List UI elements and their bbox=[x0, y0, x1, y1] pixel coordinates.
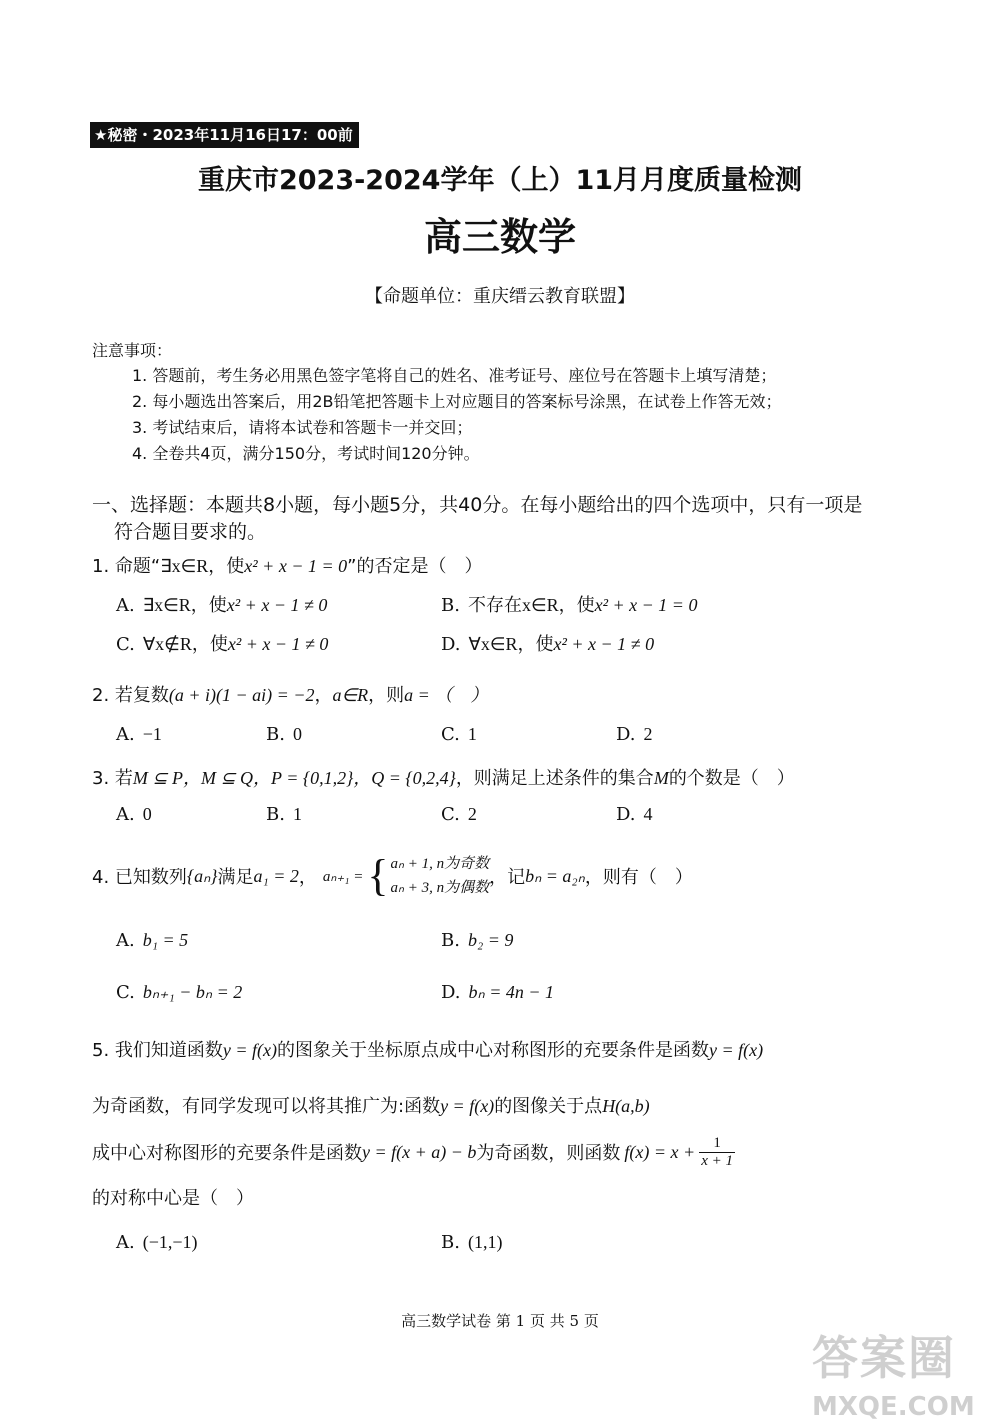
question-5-option-a: A. (−1,−1) bbox=[116, 1232, 198, 1253]
exam-unit: 【命题单位：重庆缙云教育联盟】 bbox=[365, 286, 635, 307]
question-1-option-d: D. ∀x∈R，使x² + x − 1 ≠ 0 bbox=[441, 634, 655, 655]
question-3-option-c: C. 2 bbox=[441, 804, 477, 825]
fraction bbox=[699, 1135, 735, 1170]
question-3-option-d: D. 4 bbox=[616, 804, 653, 825]
secret-label: ★秘密・2023年11月16日17：00前 bbox=[90, 122, 359, 148]
watermark-logo bbox=[812, 1322, 975, 1422]
question-1-option-b: B. 不存在x∈R，使x² + x − 1 = 0 bbox=[441, 595, 698, 616]
section-heading-line1: 一、选择题：本题共8小题，每小题5分，共40分。在每小题给出的四个选项中，只有一项是 bbox=[92, 494, 863, 516]
recurrence-case-even: aₙ + 3, n为偶数 bbox=[390, 880, 490, 896]
question-4-option-c: C. bₙ₊₁ − bₙ = 2 bbox=[116, 982, 243, 1003]
question-3-option-a: A. 0 bbox=[116, 804, 152, 825]
question-2-option-c: C. 1 bbox=[441, 724, 477, 745]
note-item-1: 1. 答题前，考生务必用黑色签字笔将自己的姓名、准考证号、座位号在答题卡上填写清楚； bbox=[132, 366, 777, 385]
note-item-3: 3. 考试结束后，请将本试卷和答题卡一并交回； bbox=[132, 418, 473, 437]
recurrence-cases bbox=[367, 852, 489, 900]
exam-subtitle: 重庆市2023-2024学年（上）11月月度质量检测 bbox=[197, 165, 803, 196]
question-1-option-c: C. ∀x∉R，使x² + x − 1 ≠ 0 bbox=[116, 634, 329, 655]
watermark-url: MXQE.COM bbox=[812, 1392, 975, 1422]
fraction-denominator: x + 1 bbox=[701, 1152, 733, 1169]
question-5-line-2: 为奇函数，有同学发现可以将其推广为:函数y = f(x)的图像关于点H(a,b) bbox=[92, 1096, 650, 1117]
recurrence-case-odd: aₙ + 1, n为奇数 bbox=[390, 856, 490, 872]
question-1-stem: 1. 命题“∃x∈R，使x² + x − 1 = 0”的否定是（ ） bbox=[92, 556, 483, 577]
question-3-option-b: B. 1 bbox=[266, 804, 302, 825]
question-4-option-d: D. bₙ = 4n − 1 bbox=[441, 982, 554, 1003]
question-2-stem: 2. 若复数(a + i)(1 − ai) = −2，a∈R，则a = （ ） bbox=[92, 685, 489, 706]
notes-heading: 注意事项： bbox=[92, 341, 173, 360]
question-5-option-b: B. (1,1) bbox=[441, 1232, 503, 1253]
note-item-4: 4. 全卷共4页，满分150分，考试时间120分钟。 bbox=[132, 444, 480, 463]
watermark-text: 答案圈 bbox=[812, 1331, 956, 1385]
question-1-option-a: A. ∃x∈R，使x² + x − 1 ≠ 0 bbox=[116, 595, 328, 616]
page-footer: 高三数学试卷 第 1 页 共 5 页 bbox=[401, 1312, 599, 1330]
question-2-option-a: A. −1 bbox=[116, 724, 162, 745]
question-5-line-1: 5. 我们知道函数y = f(x)的图象关于坐标原点成中心对称图形的充要条件是函数y = f(x) bbox=[92, 1040, 764, 1061]
note-item-2: 2. 每小题选出答案后，用2B铅笔把答题卡上对应题目的答案标号涂黑，在试卷上作答无效； bbox=[132, 392, 782, 411]
question-5-line-4: 的对称中心是（ ） bbox=[92, 1188, 254, 1209]
brace-icon: { bbox=[367, 851, 389, 900]
recurrence-lhs: aₙ₊₁ = bbox=[322, 868, 364, 885]
section-heading-line2: 符合题目要求的。 bbox=[114, 521, 267, 543]
fraction-numerator: 1 bbox=[699, 1135, 735, 1153]
question-2-option-b: B. 0 bbox=[266, 724, 302, 745]
question-4-option-b: B. b₂ = 9 bbox=[441, 930, 514, 951]
exam-title: 高三数学 bbox=[423, 215, 576, 259]
question-3-stem: 3. 若M ⊆ P，M ⊆ Q，P = {0,1,2}，Q = {0,2,4}，则满足上述条件的集合M的个数是（ ） bbox=[92, 768, 795, 789]
question-2-option-d: D. 2 bbox=[616, 724, 653, 745]
section-heading bbox=[92, 492, 922, 546]
question-4-option-a: A. b₁ = 5 bbox=[116, 930, 189, 951]
question-5-line-3: 成中心对称图形的充要条件是函数 y = f(x + a) − b 为奇函数，则函数 f(x) = x + $\frac{1}{x + 1}$ bbox=[92, 1134, 733, 1169]
question-4-stem: 4. 已知数列 {aₙ} 满足 a₁ = 2 ， aₙ₊₁ = { aₙ + 1, n为奇数 aₙ + 3, n为偶数 ，记 bₙ = a₂ₙ ，则有（ ） bbox=[92, 851, 693, 900]
